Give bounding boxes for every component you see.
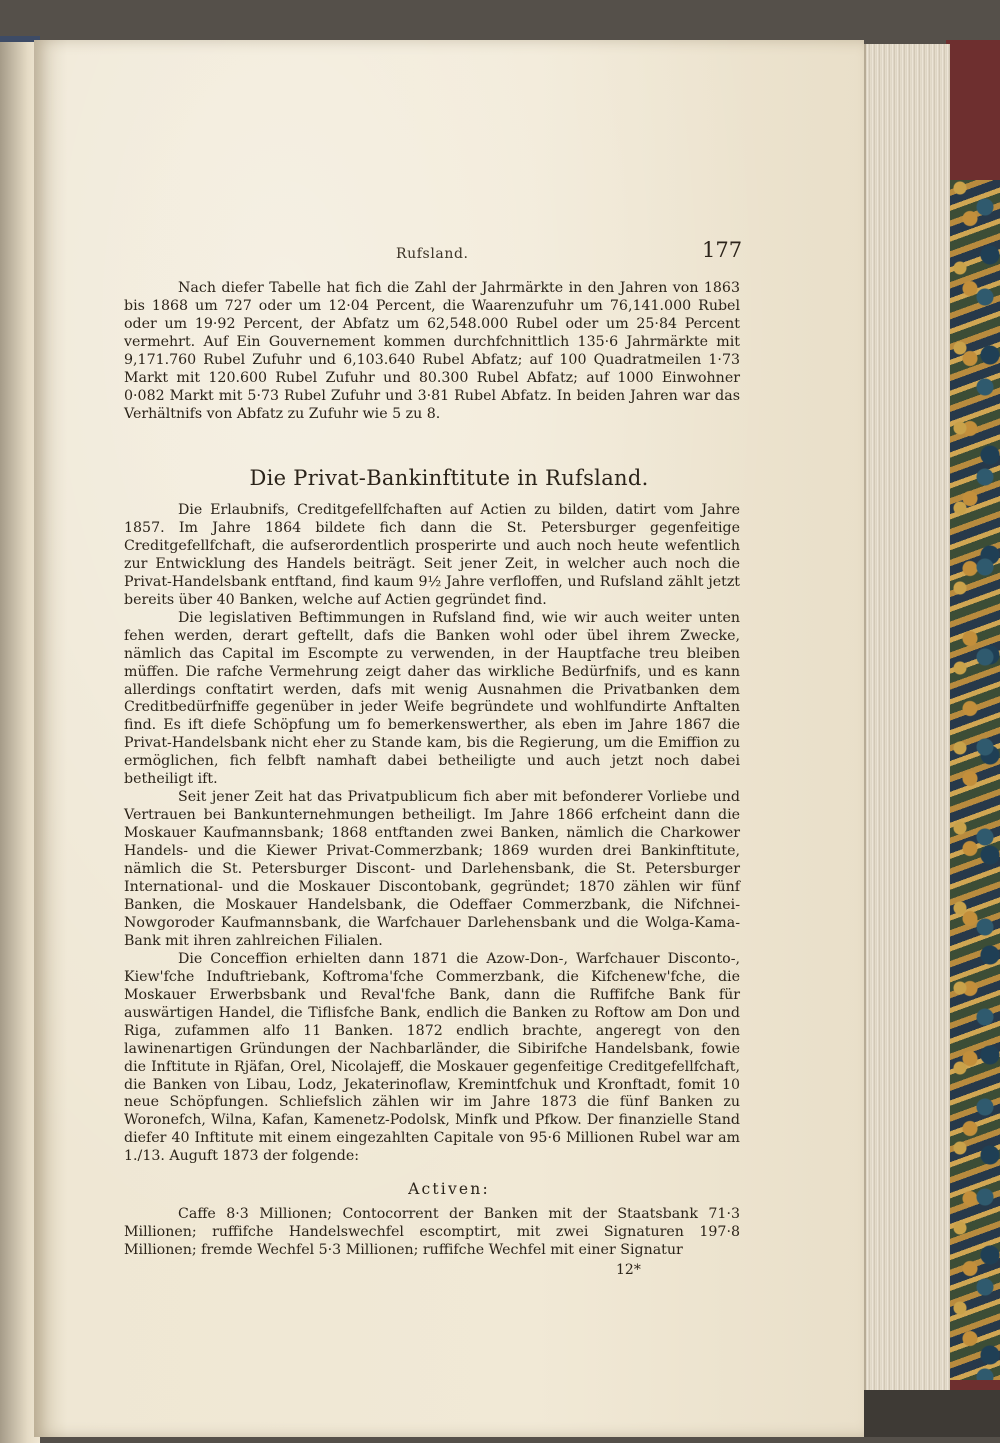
marbled-cover [950, 180, 1000, 1380]
activen-heading: Activen: [408, 1180, 490, 1198]
intro-paragraph: Nach diefer Tabelle hat fich die Zahl der Jahrmärkte in den Jahren von 1863 bis 1868 um 727 oder um 12·04 Percent, die Waarenzufuhr um 76,141.000 Rubel oder um 19·92 Percent, der Abfatz um 62,548.000 Rubel oder um 25·84 Percent vermehrt. Auf Ein Gouvernement kommen durchfchnittlich 135·6 Jahrmärkte mit 9,171.760 Rubel Zufuhr und 6,103.640 Rubel Abfatz; auf 100 Quadratmeilen 1·73 Markt mit 120.600 Rubel Zufuhr und 80.300 Rubel Abfatz; auf 1000 Einwohner 0·082 Markt mit 5·73 Rubel Zufuhr und 3·81 Rubel Abfatz. In beiden Jahren war das Verhältnifs von Abfatz zu Zufuhr wie 5 zu 8. [124, 280, 740, 422]
page-fore-edge [864, 44, 950, 1394]
paragraph: Caffe 8·3 Millionen; Contocorrent der Banken mit der Staatsbank 71·3 Millionen; ruffifche Handelswechfel escomptirt, mit zwei Signaturen 197·8 Millionen; fremde Wechfel 5·3 Millionen; ruffifche Wechfel mit einer Signatur [124, 1206, 740, 1258]
paragraph: Die legislativen Beftimmungen in Rufsland find, wie wir auch weiter unten fehen werden, derart geftellt, dafs die Banken wohl oder übel ihrem Zwecke, nämlich das Capital im Escompte zu verwenden, in der Hauptfache treu bleiben müffen. Die rafche Vermehrung zeigt daher das wirkliche Bedürfnifs, und es kann allerdings conftatirt werden, dafs mit wenig Ausnahmen die Privatbanken dem Creditbedürfniffe gegenüber in jeder Weife begründete und wohlfundirte Anftalten find. Es ift diefe Schöpfung um fo bemerkenswerther, als eben im Jahre 1867 die Privat-Handelsbank nicht eher zu Stande kam, bis die Regierung, um die Emiffion zu ermöglichen, fich felbft namhaft dabei betheiligte und auch jetzt noch dabei betheiligt ift. [124, 609, 740, 788]
page-number: 177 [702, 238, 743, 262]
running-head: Rufsland. [396, 246, 469, 262]
section-body [124, 502, 740, 1166]
book-page [34, 40, 864, 1437]
intro-text [124, 280, 740, 424]
page-header [34, 238, 864, 268]
scan-background [864, 1390, 1000, 1437]
section-title: Die Privat-Bankinftitute in Rufsland. [249, 466, 649, 490]
activen-body [124, 1206, 740, 1260]
paragraph: Die Conceffion erhielten dann 1871 die Azow-Don-, Warfchauer Disconto-, Kiew'fche Induftriebank, Koftroma'fche Commerzbank, die Kifchenew'fche, die Moskauer Erwerbsbank und Reval'fche Bank, dann die Ruffifche Bank für auswärtigen Handel, die Tiflisfche Bank, endlich die Banken zu Roftow am Don und Riga, zufammen alfo 11 Banken. 1872 endlich brachte, angeregt von den lawinenartigen Gründungen der Nachbarländer, die Sibirifche Handelsbank, fowie die Inftitute in Rjäfan, Orel, Nicolajeff, die Moskauer gegenfeitige Creditgefellfchaft, die Banken von Libau, Lodz, Jekaterinoflaw, Kremintfchuk und Kronftadt, fomit 10 neue Schöpfungen. Schliefslich zählen wir im Jahre 1873 die fünf Banken zu Woronefch, Wilna, Kafan, Kamenetz-Podolsk, Minfk und Pfkow. Der finanzielle Stand diefer 40 Inftitute mit einem eingezahlten Capitale von 95·6 Millionen Rubel war am 1./13. Auguft 1873 der folgende: [124, 950, 740, 1165]
paragraph: Die Erlaubnifs, Creditgefellfchaften auf Actien zu bilden, datirt vom Jahre 1857. Im Jahre 1864 bildete fich dann die St. Petersburger gegenfeitige Creditgefellfchaft, die aufserordentlich prosperirte und auch noch heute wefentlich zur Entwicklung des Handels beiträgt. Seit jener Zeit, in welcher auch noch die Privat-Handelsbank entftand, find kaum 9½ Jahre verfloffen, und Rufsland zählt jetzt bereits über 40 Banken, welche auf Actien gegründet find. [124, 502, 740, 608]
paragraph: Seit jener Zeit hat das Privatpublicum fich aber mit befonderer Vorliebe und Vertrauen bei Bankunternehmungen betheiligt. Im Jahre 1866 erfcheint dann die Moskauer Kaufmannsbank; 1868 entftanden zwei Banken, nämlich die Charkower Handels- und die Kiewer Privat-Commerzbank; 1869 wurden drei Bankinftitute, nämlich die St. Petersburger Discont- und Darlehensbank, die St. Petersburger International- und die Moskauer Discontobank, gegründet; 1870 zählen wir fünf Banken, die Moskauer Handelsbank, die Odeffaer Commerzbank, die Nifchnei-Nowgoroder Kaufmannsbank, die Warfchauer Darlehensbank und die Wolga-Kama-Bank mit ihren zahlreichen Filialen. [124, 789, 740, 949]
signature-mark: 12* [616, 1262, 641, 1278]
